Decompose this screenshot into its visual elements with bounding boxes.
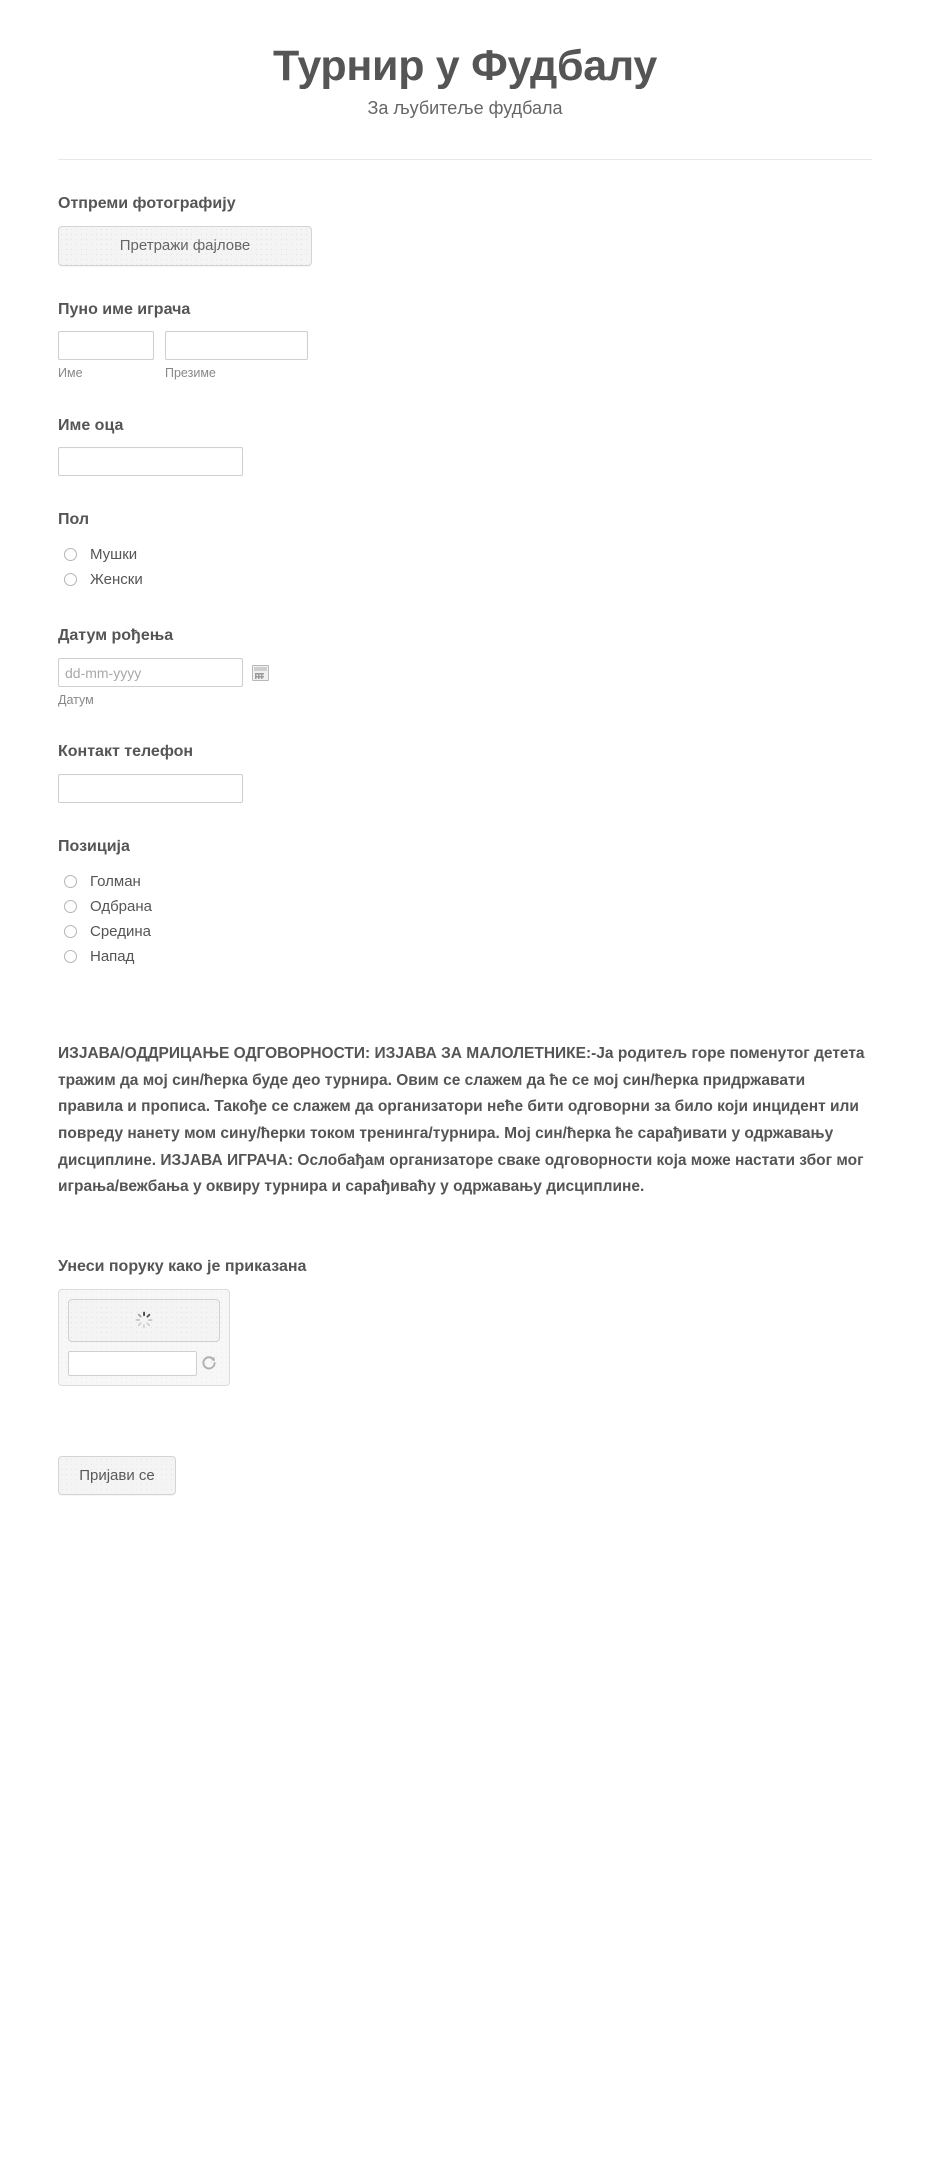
radio-circle-icon[interactable] bbox=[64, 925, 77, 938]
position-option-label: Средина bbox=[90, 922, 151, 940]
position-radio-group bbox=[58, 869, 872, 969]
last-name-group bbox=[165, 331, 308, 381]
player-name-row bbox=[58, 331, 872, 381]
birth-date-sublabel: Датум bbox=[58, 693, 94, 708]
radio-circle-icon[interactable] bbox=[64, 950, 77, 963]
field-contact-phone bbox=[58, 708, 872, 803]
birth-date-label: Датум рођења bbox=[58, 627, 174, 645]
captcha-box bbox=[58, 1289, 230, 1386]
position-option-goalkeeper[interactable] bbox=[58, 869, 872, 894]
field-photo-upload bbox=[58, 160, 872, 266]
first-name-group bbox=[58, 331, 154, 381]
page-title: Турнир у Фудбалу bbox=[273, 42, 657, 90]
gender-option-label: Женски bbox=[90, 571, 143, 589]
captcha-label: Унеси поруку како је приказана bbox=[58, 1257, 307, 1275]
page-subtitle: За љубитеље фудбала bbox=[367, 98, 563, 119]
last-name-input[interactable] bbox=[165, 331, 308, 360]
refresh-icon[interactable] bbox=[201, 1355, 217, 1371]
gender-label: Пол bbox=[58, 511, 90, 529]
field-player-name bbox=[58, 266, 872, 382]
radio-circle-icon[interactable] bbox=[64, 875, 77, 888]
position-label: Позиција bbox=[58, 838, 130, 856]
photo-upload-label: Отпреми фотографију bbox=[58, 194, 236, 212]
father-name-label: Име оца bbox=[58, 416, 124, 434]
submit-button[interactable]: Пријави се bbox=[58, 1456, 176, 1495]
contact-phone-input[interactable] bbox=[58, 774, 243, 803]
gender-option-label: Мушки bbox=[90, 546, 138, 564]
father-name-input[interactable] bbox=[58, 447, 243, 476]
field-captcha bbox=[58, 1201, 872, 1386]
captcha-input[interactable] bbox=[68, 1351, 197, 1376]
position-option-label: Голман bbox=[90, 872, 141, 890]
position-option-attack[interactable] bbox=[58, 944, 872, 969]
field-birth-date bbox=[58, 592, 872, 708]
captcha-answer-row bbox=[68, 1351, 220, 1376]
field-gender bbox=[58, 476, 872, 592]
form-body bbox=[0, 160, 930, 1555]
field-father-name bbox=[58, 382, 872, 477]
gender-option-male[interactable] bbox=[58, 542, 872, 567]
submit-area bbox=[58, 1386, 872, 1555]
captcha-image bbox=[68, 1299, 220, 1342]
gender-option-female[interactable] bbox=[58, 567, 872, 592]
player-name-label: Пуно име играча bbox=[58, 300, 191, 318]
position-option-midfield[interactable] bbox=[58, 919, 872, 944]
first-name-input[interactable] bbox=[58, 331, 154, 360]
calendar-icon[interactable] bbox=[252, 665, 269, 681]
radio-circle-icon[interactable] bbox=[64, 573, 77, 586]
first-name-sublabel: Име bbox=[58, 366, 83, 381]
position-option-label: Одбрана bbox=[90, 897, 152, 915]
radio-circle-icon[interactable] bbox=[64, 900, 77, 913]
field-position bbox=[58, 803, 872, 969]
birth-date-input[interactable] bbox=[58, 658, 243, 687]
contact-phone-label: Контакт телефон bbox=[58, 743, 194, 761]
gender-radio-group bbox=[58, 542, 872, 592]
position-option-label: Напад bbox=[90, 947, 135, 965]
form-header bbox=[0, 0, 930, 121]
browse-files-button[interactable]: Претражи фајлове bbox=[58, 226, 312, 266]
position-option-defence[interactable] bbox=[58, 894, 872, 919]
birth-date-row bbox=[58, 658, 872, 687]
declaration-text: ИЗЈАВА/ОДДРИЦАЊЕ ОДГОВОРНОСТИ: ИЗЈАВА ЗА МАЛОЛЕТНИКЕ:-Ја родитељ горе поменутог детета тражим да мој син/ћерка буде део турнира. Овим се слажем да ће се мој син/ћерка придржавати правила и прописа. Такође се слажем да организатори неће бити одговорни за било који инцидент или повреду нанету мом сину/ћерки током тренинга/турнира. Мој син/ћерка ће сарађивати у одржавању дисциплине. ИЗЈАВА ИГРАЧА: Ослобађам организаторе сваке одговорности која може настати због мог играња/вежбања у оквиру турнира и сарађиваћу у одржавању дисциплине. bbox=[58, 1044, 865, 1196]
loading-spinner-icon bbox=[135, 1311, 153, 1329]
last-name-sublabel: Презиме bbox=[165, 366, 216, 381]
radio-circle-icon[interactable] bbox=[64, 548, 77, 561]
